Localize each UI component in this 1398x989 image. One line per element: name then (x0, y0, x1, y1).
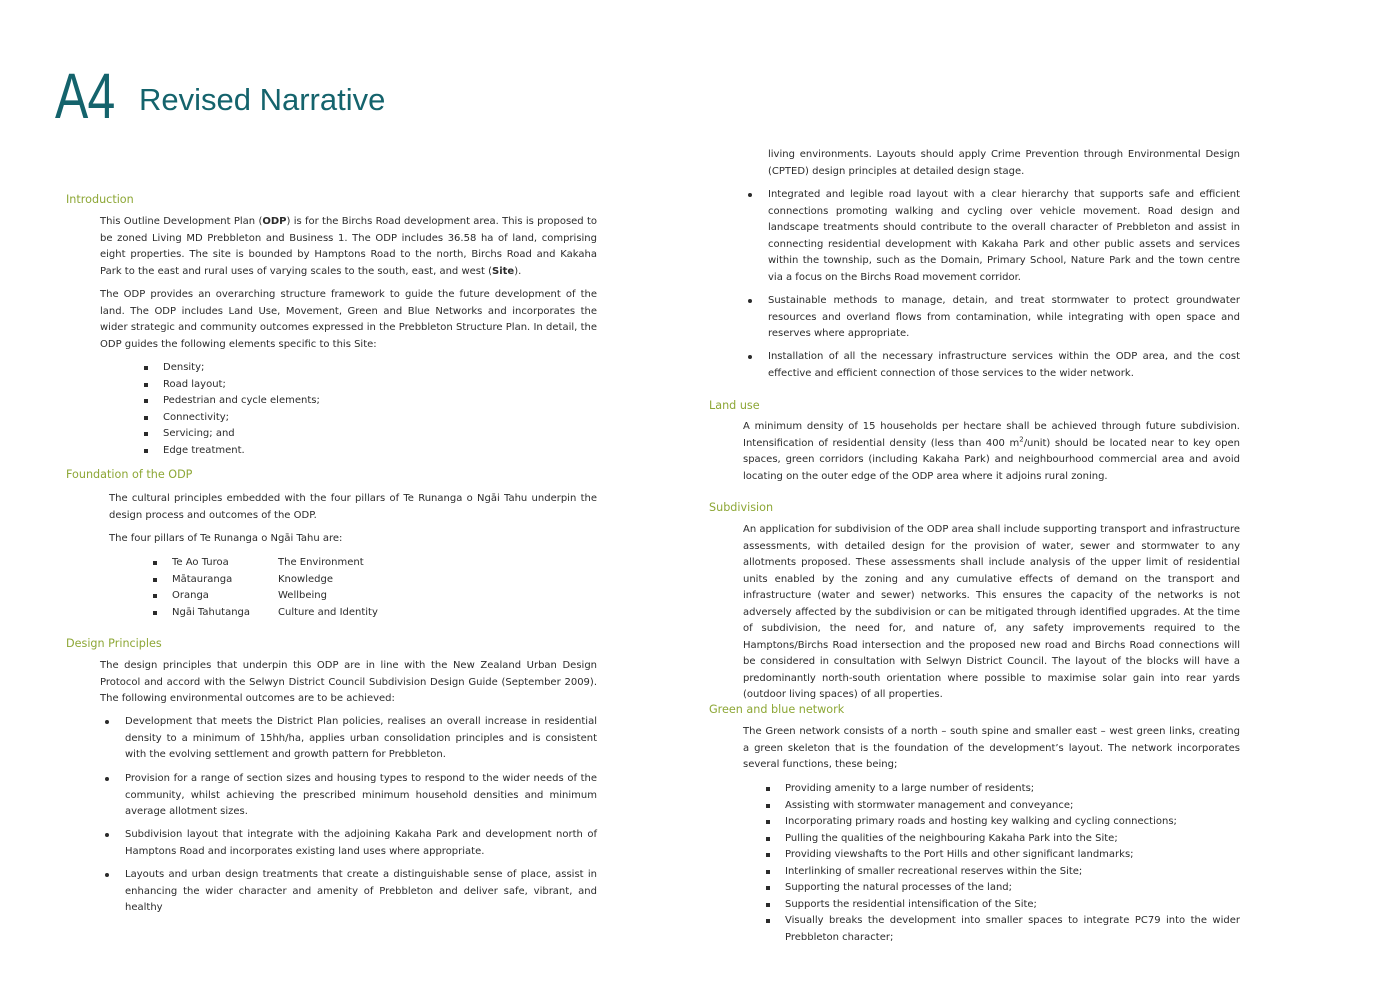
list-item: Interlinking of smaller recreational reserves within the Site; (766, 864, 1240, 881)
design-principles-paragraph: The design principles that underpin this ODP are in line with the New Zealand Urban Design Protocol and accord with the Selwyn District Council Subdivision Design Guide (September 2009). The following environmental outcomes are to be achieved: (100, 660, 597, 704)
pillar-row: Te Ao Turoa The Environment (153, 555, 453, 572)
list-item: Pedestrian and cycle elements; (144, 393, 444, 410)
introduction-paragraph-1: This Outline Development Plan (ODP) is for the Birchs Road development area. This is proposed to be zoned Living MD Prebbleton and Business 1. The ODP includes 36.58 ha of land, comprising eight properties. The site is bounded by Hamptons Road to the north, Birchs Road and Kakaha Park to the east and rural uses of varying scales to the south, east, and west (Site). (100, 216, 598, 277)
green-blue-network-paragraph: The Green network consists of a north – south spine and smaller east – west green links, creating a green skeleton that is the foundation of the development’s layout. The network incorporates several functions, these being; (743, 726, 1240, 770)
green-network-functions-list (766, 781, 1240, 946)
introduction-paragraph-2: The ODP provides an overarching structure framework to guide the future development of the land. The ODP includes Land Use, Movement, Green and Blue Networks and incorporates the wider strategic and community outcomes expressed in the Prebbleton Structure Plan. In detail, the ODP guides the following elements specific to this Site: (100, 289, 597, 350)
list-item: Development that meets the District Plan policies, realises an overall increase in residential density to a minimum of 15hh/ha, applies urban consolidation principles and is consistent with the evolving settlement and growth pattern for Prebbleton. (125, 714, 597, 764)
list-item: Edge treatment. (144, 443, 444, 460)
list-item: Visually breaks the development into smaller spaces to integrate PC79 into the wider Prebbleton character; (766, 913, 1240, 946)
list-item: Pulling the qualities of the neighbouring Kakaha Park into the Site; (766, 831, 1240, 848)
list-item: Assisting with stormwater management and conveyance; (766, 798, 1240, 815)
list-item: Density; (144, 360, 444, 377)
list-item: Road layout; (144, 377, 444, 394)
design-principles-heading: Design Principles (66, 637, 162, 650)
list-item: Supports the residential intensification of the Site; (766, 897, 1240, 914)
list-item: Supporting the natural processes of the land; (766, 880, 1240, 897)
subdivision-paragraph: An application for subdivision of the ODP area shall include supporting transport and infrastructure assessments, with detailed design for the provision of water, sewer and stormwater to any allotments proposed. These assessments shall include analysis of the upper limit of residential units enabled by the zoning and any cumulative effects of demand on the transport and infrastructure (water and sewer) networks. This ensures the capacity of the networks is not adversely affected by the subdivision or can be mitigated through identified upgrades. At the time of subdivision, the need for, and nature of, any safety improvements required to the Hamptons/Birchs Road intersection and the proposed new road and Birchs Road connections will be considered in consultation with Selwyn District Council. The layout of the blocks will have a predominantly north-south orientation where possible to maximise solar gain into rear yards (outdoor living spaces) of all properties. (743, 524, 1240, 700)
green-blue-network-heading: Green and blue network (709, 703, 845, 716)
list-item: Providing amenity to a large number of residents; (766, 781, 1240, 798)
foundation-paragraph-2: The four pillars of Te Runanga o Ngāi Tahu are: (109, 533, 343, 544)
list-item: Installation of all the necessary infrastructure services within the ODP area, and the cost effective and efficient connection of those services to the wider network. (768, 349, 1240, 382)
continued-paragraph: living environments. Layouts should apply Crime Prevention through Environmental Design (CPTED) design principles at detailed design stage. (768, 149, 1240, 177)
introduction-heading: Introduction (66, 193, 134, 206)
list-item: Provision for a range of section sizes and housing types to respond to the wider needs of the community, whilst achieving the prescribed minimum household densities and minimum average allotment sizes. (125, 771, 597, 821)
list-item: Providing viewshafts to the Port Hills and other significant landmarks; (766, 847, 1240, 864)
page-code: A4 (55, 60, 115, 132)
page-title: Revised Narrative (139, 82, 386, 117)
subdivision-heading: Subdivision (709, 501, 774, 514)
land-use-heading: Land use (709, 399, 760, 412)
pillar-row: Ngāi Tahutanga Culture and Identity (153, 605, 453, 622)
list-item: Incorporating primary roads and hosting key walking and cycling connections; (766, 814, 1240, 831)
list-item: Sustainable methods to manage, detain, and treat stormwater to protect groundwater resources and overland flows from contamination, while integrating with open space and reserves where appropriate. (768, 293, 1240, 343)
pillar-row: Oranga Wellbeing (153, 588, 453, 605)
introduction-elements-list (144, 360, 444, 459)
list-item: Servicing; and (144, 426, 444, 443)
foundation-paragraph-1: The cultural principles embedded with the four pillars of Te Runanga o Ngāi Tahu underpin the design process and outcomes of the ODP. (109, 493, 597, 521)
foundation-heading: Foundation of the ODP (66, 468, 193, 481)
four-pillars-list (153, 555, 453, 621)
list-item: Layouts and urban design treatments that create a distinguishable sense of place, assist in enhancing the wider character and amenity of Prebbleton and deliver safe, vibrant, and healthy (125, 867, 597, 917)
list-item: Connectivity; (144, 410, 444, 427)
land-use-paragraph: A minimum density of 15 households per hectare shall be achieved through future subdivision. Intensification of residential density (less than 400 $m^2/unit$) should be located near to key open spaces, green corridors (including Kakaha Park) and neighbourhood commercial area and avoid locating on the outer edge of the ODP area where it adjoins rural zoning. (743, 421, 1240, 482)
list-item: Integrated and legible road layout with a clear hierarchy that supports safe and efficient connections promoting walking and cycling over vehicle movement. Road design and landscape treatments should contribute to the overall character of Prebbleton and assist in connecting residential development with Kakaha Park and other public assets and services within the township, such as the Domain, Primary School, Nature Park and the town centre via a focus on the Birchs Road movement corridor. (768, 187, 1240, 286)
list-item: Subdivision layout that integrate with the adjoining Kakaha Park and development north of Hamptons Road and incorporates existing land uses where appropriate. (125, 827, 597, 860)
pillar-row: Mātauranga Knowledge (153, 572, 453, 589)
